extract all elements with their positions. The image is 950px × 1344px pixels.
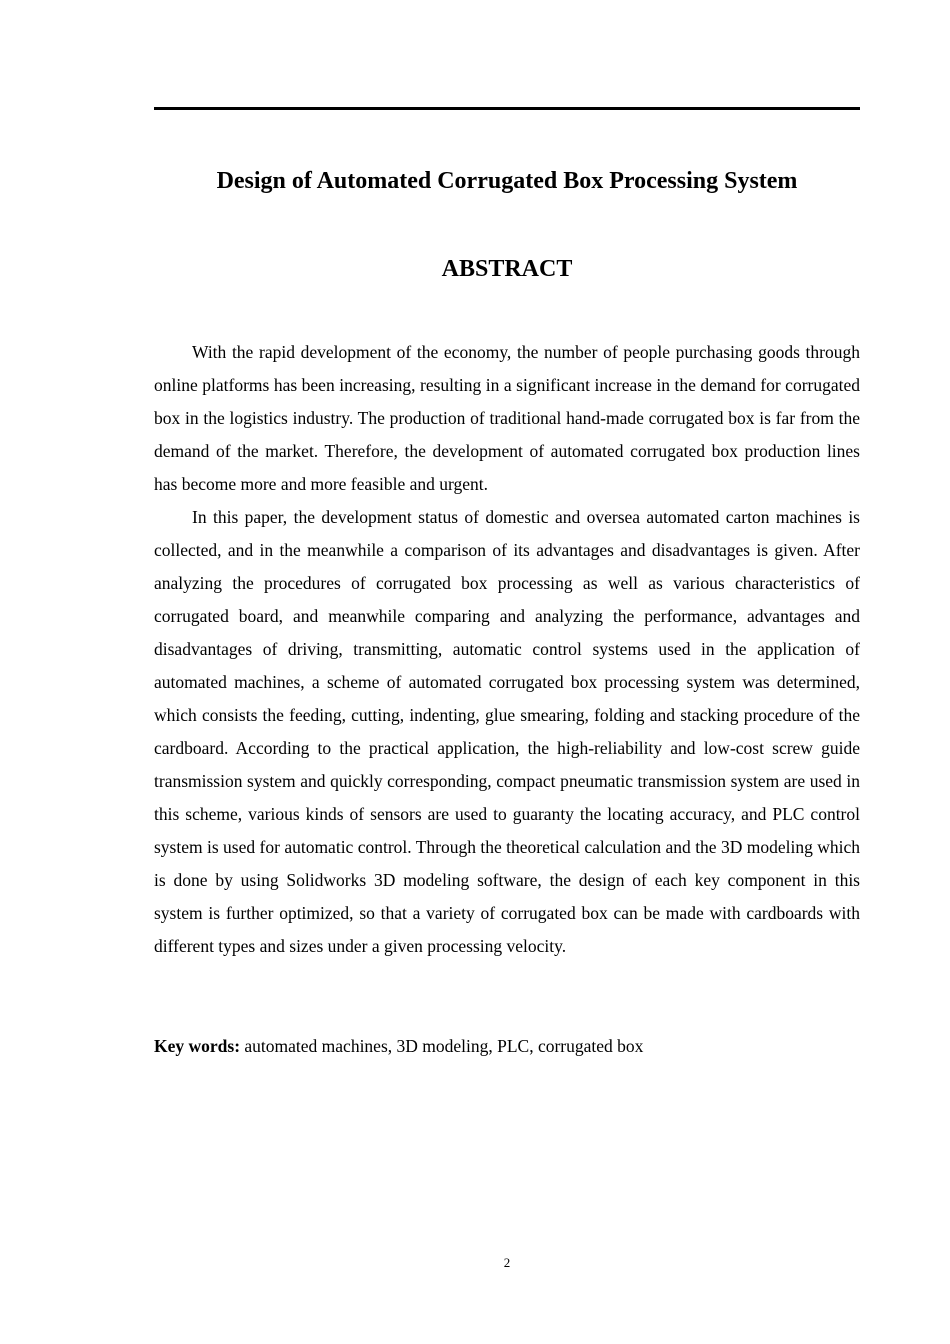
keywords-text: automated machines, 3D modeling, PLC, corrugated box [240, 1036, 644, 1056]
abstract-paragraph-2: In this paper, the development status of domestic and oversea automated carton machines is collected, and in the meanwhile a comparison of its advantages and disadvantages is given. After analyzing the procedures of corrugated box processing as well as various characteristics of corrugated board, and meanwhile comparing and analyzing the performance, advantages and disadvantages of driving, transmitting, automatic control systems used in the application of automated machines, a scheme of automated corrugated box processing system was determined, which consists the feeding, cutting, indenting, glue smearing, folding and stacking procedure of the cardboard. According to the practical application, the high-reliability and low-cost screw guide transmission system and quickly corresponding, compact pneumatic transmission system are used in this scheme, various kinds of sensors are used to guaranty the locating accuracy, and PLC control system is used for automatic control. Through the theoretical calculation and the 3D modeling which is done by using Solidworks 3D modeling software, the design of each key component in this system is further optimized, so that a variety of corrugated box can be made with cardboards with different types and sizes under a given processing velocity. [154, 507, 860, 956]
keywords-label: Key words: [154, 1036, 241, 1056]
abstract-paragraph-1: With the rapid development of the economy, the number of people purchasing goods through online platforms has been increasing, resulting in a significant increase in the demand for corrugated box in the logistics industry. The production of traditional hand-made corrugated box is far from the demand of the market. Therefore, the development of automated corrugated box production lines has become more and more feasible and urgent. [154, 342, 860, 494]
header-rule [154, 107, 860, 110]
abstract-body [154, 336, 860, 963]
paper-title: Design of Automated Corrugated Box Processing System [216, 168, 798, 194]
keywords-line [154, 1030, 860, 1063]
abstract-heading: ABSTRACT [441, 256, 573, 282]
page-number: 2 [503, 1255, 511, 1270]
